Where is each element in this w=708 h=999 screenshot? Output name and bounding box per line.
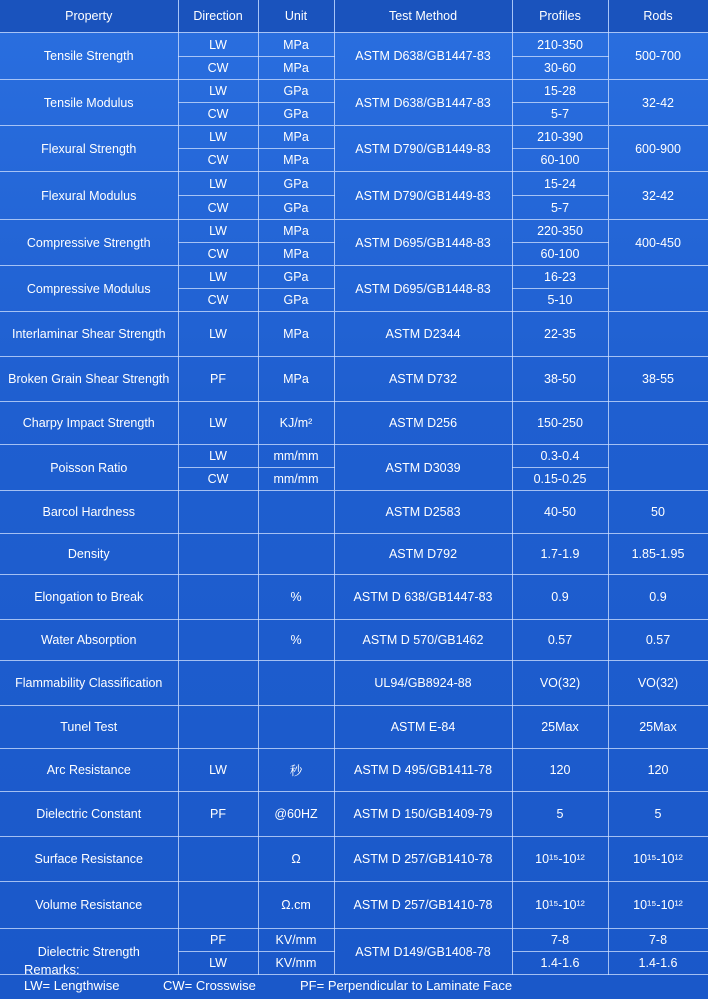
rods-cell: [608, 266, 708, 312]
direction-cell: CW: [178, 289, 258, 312]
test-method-cell: ASTM D790/GB1449-83: [334, 172, 512, 220]
unit-cell: %: [258, 620, 334, 661]
unit-cell: [258, 661, 334, 706]
unit-cell: GPa: [258, 103, 334, 126]
profiles-cell: 1.4-1.6: [512, 952, 608, 975]
direction-cell: PF: [178, 929, 258, 952]
header-unit: Unit: [258, 0, 334, 33]
rods-cell: 50: [608, 491, 708, 534]
unit-cell: MPa: [258, 149, 334, 172]
profiles-cell: 120: [512, 749, 608, 792]
unit-cell: %: [258, 575, 334, 620]
profiles-cell: 40-50: [512, 491, 608, 534]
unit-cell: [258, 534, 334, 575]
profiles-cell: VO(32): [512, 661, 608, 706]
profiles-cell: 0.9: [512, 575, 608, 620]
rods-cell: [608, 402, 708, 445]
table-row: [0, 706, 708, 749]
unit-cell: [258, 491, 334, 534]
profiles-cell: 22-35: [512, 312, 608, 357]
direction-cell: LW: [178, 749, 258, 792]
property-cell: Arc Resistance: [0, 749, 178, 792]
test-method-cell: ASTM D3039: [334, 445, 512, 491]
profiles-cell: 60-100: [512, 149, 608, 172]
table-row: [0, 749, 708, 792]
direction-cell: [178, 491, 258, 534]
unit-cell: Ω.cm: [258, 882, 334, 929]
property-cell: Dielectric Strength: [0, 929, 178, 975]
unit-cell: GPa: [258, 266, 334, 289]
property-cell: Flammability Classification: [0, 661, 178, 706]
rods-cell: 400-450: [608, 220, 708, 266]
header-rods: Rods: [608, 0, 708, 33]
unit-cell: GPa: [258, 289, 334, 312]
unit-cell: GPa: [258, 196, 334, 220]
rods-cell: [608, 312, 708, 357]
direction-cell: [178, 661, 258, 706]
rods-cell: 500-700: [608, 33, 708, 80]
test-method-cell: ASTM D149/GB1408-78: [334, 929, 512, 975]
test-method-cell: ASTM D2583: [334, 491, 512, 534]
unit-cell: MPa: [258, 33, 334, 57]
direction-cell: CW: [178, 103, 258, 126]
test-method-cell: ASTM E-84: [334, 706, 512, 749]
table-row: [0, 534, 708, 575]
direction-cell: LW: [178, 80, 258, 103]
unit-cell: GPa: [258, 172, 334, 196]
unit-cell: [258, 706, 334, 749]
profiles-cell: 10¹⁵-10¹²: [512, 882, 608, 929]
unit-cell: KV/mm: [258, 952, 334, 975]
test-method-cell: ASTM D695/GB1448-83: [334, 220, 512, 266]
profiles-cell: 60-100: [512, 243, 608, 266]
profiles-cell: 25Max: [512, 706, 608, 749]
profiles-cell: 220-350: [512, 220, 608, 243]
property-cell: Compressive Modulus: [0, 266, 178, 312]
rods-cell: 5: [608, 792, 708, 837]
test-method-cell: ASTM D695/GB1448-83: [334, 266, 512, 312]
direction-cell: LW: [178, 445, 258, 468]
header-property: Property: [0, 0, 178, 33]
test-method-cell: ASTM D 495/GB1411-78: [334, 749, 512, 792]
property-cell: Dielectric Constant: [0, 792, 178, 837]
rods-cell: 0.57: [608, 620, 708, 661]
direction-cell: LW: [178, 402, 258, 445]
table-row: [0, 33, 708, 57]
test-method-cell: ASTM D 257/GB1410-78: [334, 837, 512, 882]
rods-cell: 10¹⁵-10¹²: [608, 882, 708, 929]
profiles-cell: 210-390: [512, 126, 608, 149]
test-method-cell: ASTM D 638/GB1447-83: [334, 575, 512, 620]
profiles-cell: 0.3-0.4: [512, 445, 608, 468]
property-cell: Tensile Strength: [0, 33, 178, 80]
rods-cell: 1.4-1.6: [608, 952, 708, 975]
rods-cell: 0.9: [608, 575, 708, 620]
unit-cell: @60HZ: [258, 792, 334, 837]
remark-pf: PF= Perpendicular to Laminate Face: [300, 978, 513, 993]
remarks: [0, 958, 708, 999]
property-cell: Flexural Strength: [0, 126, 178, 172]
table-row: [0, 266, 708, 289]
rods-cell: 32-42: [608, 172, 708, 220]
rods-cell: 1.85-1.95: [608, 534, 708, 575]
profiles-cell: 0.15-0.25: [512, 468, 608, 491]
profiles-cell: 210-350: [512, 33, 608, 57]
profiles-cell: 38-50: [512, 357, 608, 402]
table-row: [0, 312, 708, 357]
header-direction: Direction: [178, 0, 258, 33]
table-row: [0, 882, 708, 929]
unit-cell: mm/mm: [258, 468, 334, 491]
rods-cell: 25Max: [608, 706, 708, 749]
rods-cell: 38-55: [608, 357, 708, 402]
table-row: [0, 661, 708, 706]
direction-cell: LW: [178, 126, 258, 149]
direction-cell: LW: [178, 33, 258, 57]
unit-cell: MPa: [258, 57, 334, 80]
header-test-method: Test Method: [334, 0, 512, 33]
rods-cell: 10¹⁵-10¹²: [608, 837, 708, 882]
direction-cell: [178, 706, 258, 749]
unit-cell: MPa: [258, 126, 334, 149]
table-row: [0, 929, 708, 952]
table-row: [0, 575, 708, 620]
direction-cell: [178, 882, 258, 929]
test-method-cell: ASTM D638/GB1447-83: [334, 80, 512, 126]
direction-cell: [178, 620, 258, 661]
test-method-cell: ASTM D 570/GB1462: [334, 620, 512, 661]
direction-cell: CW: [178, 468, 258, 491]
table-row: [0, 620, 708, 661]
unit-cell: MPa: [258, 357, 334, 402]
direction-cell: LW: [178, 220, 258, 243]
direction-cell: CW: [178, 243, 258, 266]
profiles-cell: 5-7: [512, 103, 608, 126]
property-cell: Tensile Modulus: [0, 80, 178, 126]
direction-cell: PF: [178, 792, 258, 837]
property-cell: Barcol Hardness: [0, 491, 178, 534]
unit-cell: MPa: [258, 312, 334, 357]
test-method-cell: ASTM D638/GB1447-83: [334, 33, 512, 80]
profiles-cell: 150-250: [512, 402, 608, 445]
profiles-cell: 1.7-1.9: [512, 534, 608, 575]
profiles-cell: 5-10: [512, 289, 608, 312]
direction-cell: [178, 534, 258, 575]
table-row: [0, 220, 708, 243]
unit-cell: MPa: [258, 243, 334, 266]
test-method-cell: ASTM D792: [334, 534, 512, 575]
direction-cell: LW: [178, 172, 258, 196]
property-cell: Broken Grain Shear Strength: [0, 357, 178, 402]
table-row: [0, 402, 708, 445]
unit-cell: Ω: [258, 837, 334, 882]
profiles-cell: 5: [512, 792, 608, 837]
unit-cell: 秒: [258, 749, 334, 792]
unit-cell: GPa: [258, 80, 334, 103]
direction-cell: [178, 575, 258, 620]
unit-cell: KV/mm: [258, 929, 334, 952]
table-header-row: [0, 0, 708, 33]
profiles-cell: 7-8: [512, 929, 608, 952]
direction-cell: [178, 837, 258, 882]
direction-cell: LW: [178, 266, 258, 289]
profiles-cell: 5-7: [512, 196, 608, 220]
unit-cell: KJ/m²: [258, 402, 334, 445]
property-cell: Tunel Test: [0, 706, 178, 749]
test-method-cell: ASTM D 150/GB1409-79: [334, 792, 512, 837]
property-cell: Density: [0, 534, 178, 575]
property-cell: Elongation to Break: [0, 575, 178, 620]
header-profiles: Profiles: [512, 0, 608, 33]
direction-cell: LW: [178, 312, 258, 357]
rods-cell: VO(32): [608, 661, 708, 706]
rods-cell: 600-900: [608, 126, 708, 172]
table-row: [0, 357, 708, 402]
direction-cell: CW: [178, 149, 258, 172]
test-method-cell: UL94/GB8924-88: [334, 661, 512, 706]
test-method-cell: ASTM D2344: [334, 312, 512, 357]
rods-cell: 7-8: [608, 929, 708, 952]
remark-cw: CW= Crosswise: [163, 978, 256, 993]
test-method-cell: ASTM D790/GB1449-83: [334, 126, 512, 172]
table-row: [0, 837, 708, 882]
property-cell: Interlaminar Shear Strength: [0, 312, 178, 357]
direction-cell: LW: [178, 952, 258, 975]
remarks-title: Remarks:: [24, 962, 80, 977]
property-cell: Charpy Impact Strength: [0, 402, 178, 445]
profiles-cell: 15-24: [512, 172, 608, 196]
table-row: [0, 491, 708, 534]
property-cell: Flexural Modulus: [0, 172, 178, 220]
unit-cell: mm/mm: [258, 445, 334, 468]
rods-cell: [608, 445, 708, 491]
property-cell: Volume Resistance: [0, 882, 178, 929]
test-method-cell: ASTM D 257/GB1410-78: [334, 882, 512, 929]
test-method-cell: ASTM D256: [334, 402, 512, 445]
profiles-cell: 10¹⁵-10¹²: [512, 837, 608, 882]
rods-cell: 32-42: [608, 80, 708, 126]
table-row: [0, 445, 708, 468]
table-row: [0, 80, 708, 103]
property-cell: Water Absorption: [0, 620, 178, 661]
table-row: [0, 792, 708, 837]
test-method-cell: ASTM D732: [334, 357, 512, 402]
direction-cell: CW: [178, 57, 258, 80]
profiles-cell: 0.57: [512, 620, 608, 661]
table-row: [0, 172, 708, 196]
property-cell: Poisson Ratio: [0, 445, 178, 491]
profiles-cell: 30-60: [512, 57, 608, 80]
rods-cell: 120: [608, 749, 708, 792]
remark-lw: LW= Lengthwise: [24, 978, 120, 993]
table-row: [0, 126, 708, 149]
profiles-cell: 16-23: [512, 266, 608, 289]
property-cell: Surface Resistance: [0, 837, 178, 882]
profiles-cell: 15-28: [512, 80, 608, 103]
direction-cell: CW: [178, 196, 258, 220]
direction-cell: PF: [178, 357, 258, 402]
property-cell: Compressive Strength: [0, 220, 178, 266]
unit-cell: MPa: [258, 220, 334, 243]
